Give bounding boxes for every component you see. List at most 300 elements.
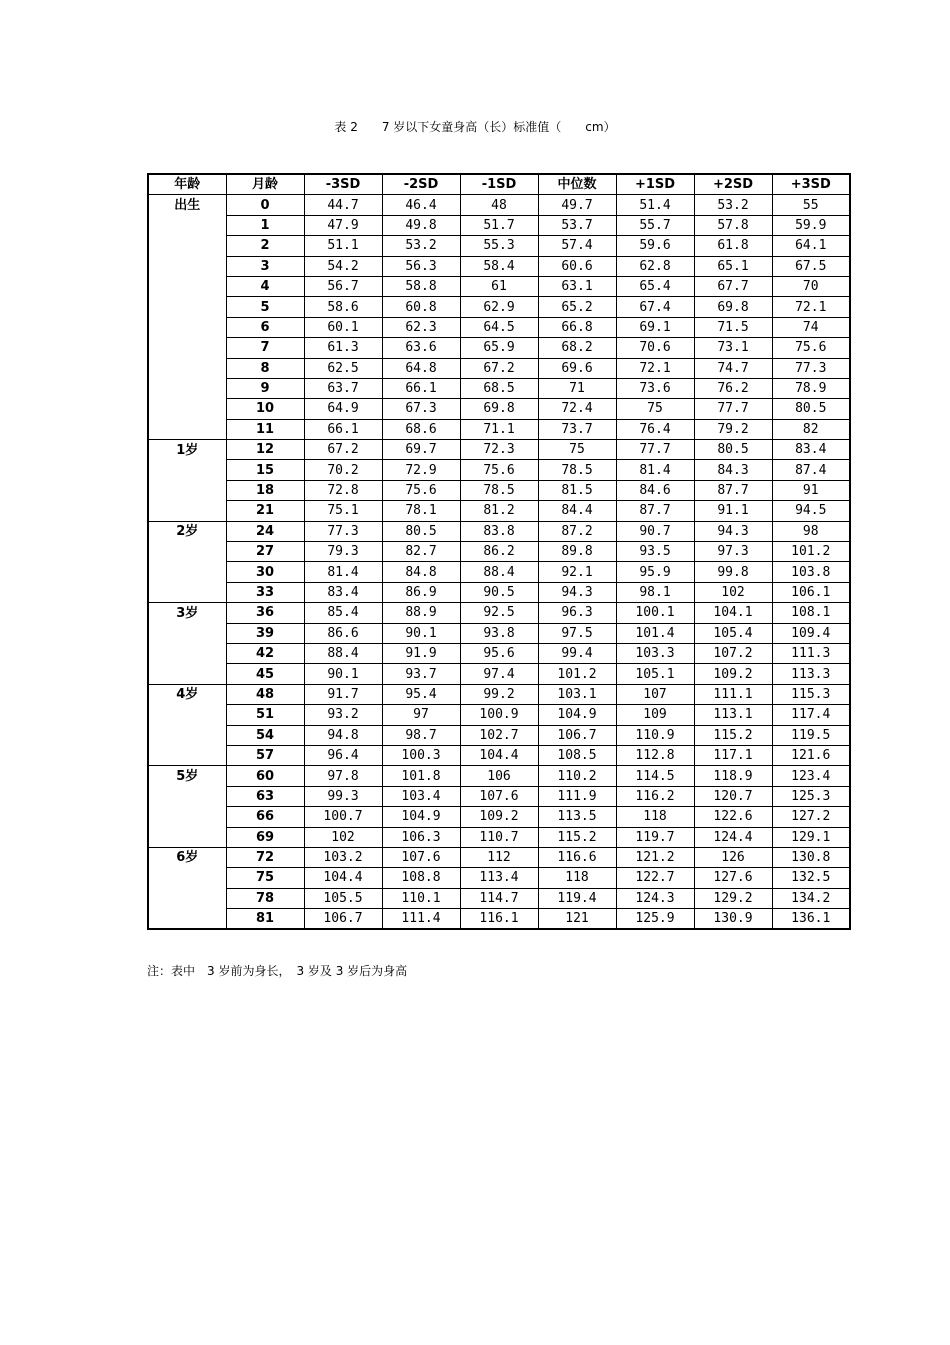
value-cell: 68.5: [460, 378, 538, 398]
value-cell: 127.6: [694, 868, 772, 888]
value-cell: 81.2: [460, 501, 538, 521]
value-cell: 107.6: [382, 847, 460, 867]
value-cell: 66.1: [304, 419, 382, 439]
table-row: [148, 623, 850, 643]
header-plus-3sd: +3SD: [772, 174, 850, 195]
month-cell: 30: [226, 562, 304, 582]
value-cell: 127.2: [772, 807, 850, 827]
month-cell: 66: [226, 807, 304, 827]
value-cell: 96.3: [538, 603, 616, 623]
value-cell: 104.4: [460, 745, 538, 765]
value-cell: 78.1: [382, 501, 460, 521]
value-cell: 96.4: [304, 745, 382, 765]
value-cell: 111.9: [538, 786, 616, 806]
age-cell: [148, 868, 226, 888]
value-cell: 97.4: [460, 664, 538, 684]
value-cell: 115.3: [772, 684, 850, 704]
value-cell: 71.1: [460, 419, 538, 439]
value-cell: 114.7: [460, 888, 538, 908]
value-cell: 65.1: [694, 256, 772, 276]
value-cell: 62.3: [382, 317, 460, 337]
age-cell: [148, 215, 226, 235]
age-cell: [148, 338, 226, 358]
value-cell: 95.4: [382, 684, 460, 704]
value-cell: 46.4: [382, 195, 460, 215]
value-cell: 111.4: [382, 909, 460, 930]
value-cell: 121.2: [616, 847, 694, 867]
value-cell: 113.4: [460, 868, 538, 888]
value-cell: 67.3: [382, 399, 460, 419]
value-cell: 57.4: [538, 236, 616, 256]
value-cell: 105.4: [694, 623, 772, 643]
value-cell: 77.3: [304, 521, 382, 541]
value-cell: 110.9: [616, 725, 694, 745]
table-footnote: 注：表中 3 岁前为身长， 3 岁及 3 岁后为身高: [147, 964, 408, 978]
month-cell: 42: [226, 643, 304, 663]
table-row: [148, 399, 850, 419]
value-cell: 107.2: [694, 643, 772, 663]
value-cell: 67.2: [460, 358, 538, 378]
month-cell: 24: [226, 521, 304, 541]
value-cell: 74.7: [694, 358, 772, 378]
value-cell: 122.7: [616, 868, 694, 888]
value-cell: 51.1: [304, 236, 382, 256]
value-cell: 87.7: [694, 480, 772, 500]
age-cell: 5岁: [148, 766, 226, 786]
month-cell: 69: [226, 827, 304, 847]
value-cell: 95.9: [616, 562, 694, 582]
value-cell: 101.2: [772, 542, 850, 562]
month-cell: 33: [226, 582, 304, 602]
value-cell: 61.3: [304, 338, 382, 358]
value-cell: 115.2: [694, 725, 772, 745]
value-cell: 74: [772, 317, 850, 337]
value-cell: 66.8: [538, 317, 616, 337]
table-row: [148, 460, 850, 480]
value-cell: 62.9: [460, 297, 538, 317]
value-cell: 117.1: [694, 745, 772, 765]
value-cell: 93.5: [616, 542, 694, 562]
value-cell: 106.3: [382, 827, 460, 847]
header-plus-2sd: +2SD: [694, 174, 772, 195]
month-cell: 36: [226, 603, 304, 623]
value-cell: 69.1: [616, 317, 694, 337]
age-cell: [148, 827, 226, 847]
value-cell: 116.6: [538, 847, 616, 867]
value-cell: 75.6: [382, 480, 460, 500]
month-cell: 0: [226, 195, 304, 215]
value-cell: 92.1: [538, 562, 616, 582]
table-row: [148, 684, 850, 704]
table-row: [148, 338, 850, 358]
value-cell: 113.5: [538, 807, 616, 827]
table-row: [148, 542, 850, 562]
value-cell: 99.8: [694, 562, 772, 582]
header-age: 年龄: [148, 174, 226, 195]
value-cell: 48: [460, 195, 538, 215]
value-cell: 118: [538, 868, 616, 888]
value-cell: 126: [694, 847, 772, 867]
value-cell: 51.4: [616, 195, 694, 215]
table-row: [148, 480, 850, 500]
value-cell: 97.5: [538, 623, 616, 643]
value-cell: 53.2: [382, 236, 460, 256]
value-cell: 84.3: [694, 460, 772, 480]
value-cell: 80.5: [694, 440, 772, 460]
value-cell: 73.1: [694, 338, 772, 358]
value-cell: 104.9: [382, 807, 460, 827]
value-cell: 97: [382, 705, 460, 725]
value-cell: 86.2: [460, 542, 538, 562]
value-cell: 97.3: [694, 542, 772, 562]
value-cell: 60.1: [304, 317, 382, 337]
age-cell: 2岁: [148, 521, 226, 541]
header-month: 月龄: [226, 174, 304, 195]
value-cell: 79.2: [694, 419, 772, 439]
value-cell: 93.7: [382, 664, 460, 684]
value-cell: 121.6: [772, 745, 850, 765]
value-cell: 105.5: [304, 888, 382, 908]
value-cell: 109.2: [460, 807, 538, 827]
value-cell: 95.6: [460, 643, 538, 663]
value-cell: 69.8: [694, 297, 772, 317]
value-cell: 80.5: [772, 399, 850, 419]
value-cell: 99.2: [460, 684, 538, 704]
value-cell: 129.1: [772, 827, 850, 847]
month-cell: 63: [226, 786, 304, 806]
month-cell: 45: [226, 664, 304, 684]
table-row: [148, 888, 850, 908]
value-cell: 117.4: [772, 705, 850, 725]
age-cell: [148, 501, 226, 521]
table-row: [148, 236, 850, 256]
value-cell: 75: [538, 440, 616, 460]
value-cell: 129.2: [694, 888, 772, 908]
value-cell: 78.9: [772, 378, 850, 398]
value-cell: 65.2: [538, 297, 616, 317]
value-cell: 75.1: [304, 501, 382, 521]
value-cell: 123.4: [772, 766, 850, 786]
month-cell: 81: [226, 909, 304, 930]
value-cell: 107: [616, 684, 694, 704]
value-cell: 94.8: [304, 725, 382, 745]
age-cell: [148, 378, 226, 398]
value-cell: 90.1: [382, 623, 460, 643]
value-cell: 94.5: [772, 501, 850, 521]
value-cell: 56.3: [382, 256, 460, 276]
value-cell: 63.6: [382, 338, 460, 358]
value-cell: 108.8: [382, 868, 460, 888]
value-cell: 103.3: [616, 643, 694, 663]
value-cell: 61.8: [694, 236, 772, 256]
age-cell: [148, 256, 226, 276]
month-cell: 39: [226, 623, 304, 643]
value-cell: 70: [772, 276, 850, 296]
value-cell: 73.6: [616, 378, 694, 398]
value-cell: 75.6: [460, 460, 538, 480]
value-cell: 93.2: [304, 705, 382, 725]
month-cell: 3: [226, 256, 304, 276]
table-row: [148, 766, 850, 786]
value-cell: 81.4: [304, 562, 382, 582]
table-row: [148, 378, 850, 398]
value-cell: 110.7: [460, 827, 538, 847]
value-cell: 114.5: [616, 766, 694, 786]
table-row: [148, 501, 850, 521]
value-cell: 90.5: [460, 582, 538, 602]
value-cell: 69.8: [460, 399, 538, 419]
value-cell: 64.9: [304, 399, 382, 419]
age-cell: [148, 480, 226, 500]
value-cell: 124.3: [616, 888, 694, 908]
age-cell: [148, 317, 226, 337]
table-row: [148, 276, 850, 296]
value-cell: 106.7: [538, 725, 616, 745]
value-cell: 49.8: [382, 215, 460, 235]
table-row: [148, 868, 850, 888]
value-cell: 60.6: [538, 256, 616, 276]
value-cell: 61: [460, 276, 538, 296]
value-cell: 103.8: [772, 562, 850, 582]
value-cell: 90.1: [304, 664, 382, 684]
table-row: [148, 440, 850, 460]
value-cell: 94.3: [538, 582, 616, 602]
value-cell: 64.1: [772, 236, 850, 256]
table-row: [148, 297, 850, 317]
value-cell: 125.3: [772, 786, 850, 806]
table-row: [148, 705, 850, 725]
value-cell: 86.9: [382, 582, 460, 602]
value-cell: 72.1: [772, 297, 850, 317]
value-cell: 82.7: [382, 542, 460, 562]
month-cell: 4: [226, 276, 304, 296]
value-cell: 106.7: [304, 909, 382, 930]
value-cell: 112: [460, 847, 538, 867]
value-cell: 113.3: [772, 664, 850, 684]
value-cell: 58.8: [382, 276, 460, 296]
value-cell: 111.3: [772, 643, 850, 663]
age-cell: [148, 807, 226, 827]
value-cell: 104.4: [304, 868, 382, 888]
age-cell: [148, 745, 226, 765]
table-row: [148, 562, 850, 582]
value-cell: 89.8: [538, 542, 616, 562]
value-cell: 91: [772, 480, 850, 500]
value-cell: 100.1: [616, 603, 694, 623]
table-row: [148, 807, 850, 827]
value-cell: 63.1: [538, 276, 616, 296]
month-cell: 15: [226, 460, 304, 480]
value-cell: 55.3: [460, 236, 538, 256]
table-row: [148, 909, 850, 930]
value-cell: 109.2: [694, 664, 772, 684]
month-cell: 51: [226, 705, 304, 725]
value-cell: 134.2: [772, 888, 850, 908]
value-cell: 55.7: [616, 215, 694, 235]
value-cell: 64.8: [382, 358, 460, 378]
month-cell: 12: [226, 440, 304, 460]
table-caption: 表 2 7 岁以下女童身高（长）标准值（ cm）: [334, 120, 616, 134]
table-row: [148, 419, 850, 439]
value-cell: 72.8: [304, 480, 382, 500]
table-body: [148, 195, 850, 930]
value-cell: 71: [538, 378, 616, 398]
age-cell: [148, 562, 226, 582]
value-cell: 44.7: [304, 195, 382, 215]
table-header-row: [148, 174, 850, 195]
month-cell: 6: [226, 317, 304, 337]
value-cell: 104.1: [694, 603, 772, 623]
month-cell: 21: [226, 501, 304, 521]
value-cell: 100.7: [304, 807, 382, 827]
table-row: [148, 195, 850, 215]
value-cell: 90.7: [616, 521, 694, 541]
value-cell: 47.9: [304, 215, 382, 235]
value-cell: 118: [616, 807, 694, 827]
month-cell: 1: [226, 215, 304, 235]
age-cell: [148, 725, 226, 745]
value-cell: 67.5: [772, 256, 850, 276]
age-cell: 3岁: [148, 603, 226, 623]
value-cell: 62.8: [616, 256, 694, 276]
value-cell: 120.7: [694, 786, 772, 806]
month-cell: 72: [226, 847, 304, 867]
table-row: [148, 603, 850, 623]
table-row: [148, 582, 850, 602]
value-cell: 72.9: [382, 460, 460, 480]
table-row: [148, 358, 850, 378]
value-cell: 58.6: [304, 297, 382, 317]
value-cell: 100.9: [460, 705, 538, 725]
value-cell: 86.6: [304, 623, 382, 643]
value-cell: 101.8: [382, 766, 460, 786]
value-cell: 69.7: [382, 440, 460, 460]
height-standard-table: [147, 173, 851, 930]
value-cell: 53.7: [538, 215, 616, 235]
value-cell: 56.7: [304, 276, 382, 296]
value-cell: 84.6: [616, 480, 694, 500]
value-cell: 53.2: [694, 195, 772, 215]
value-cell: 88.4: [460, 562, 538, 582]
value-cell: 71.5: [694, 317, 772, 337]
value-cell: 121: [538, 909, 616, 930]
value-cell: 108.5: [538, 745, 616, 765]
value-cell: 107.6: [460, 786, 538, 806]
value-cell: 110.1: [382, 888, 460, 908]
age-cell: [148, 786, 226, 806]
table-row: [148, 664, 850, 684]
value-cell: 106.1: [772, 582, 850, 602]
value-cell: 72.3: [460, 440, 538, 460]
table-row: [148, 215, 850, 235]
value-cell: 101.2: [538, 664, 616, 684]
value-cell: 104.9: [538, 705, 616, 725]
value-cell: 102: [304, 827, 382, 847]
header-median: 中位数: [538, 174, 616, 195]
table-row: [148, 256, 850, 276]
value-cell: 75: [616, 399, 694, 419]
age-cell: [148, 542, 226, 562]
month-cell: 9: [226, 378, 304, 398]
value-cell: 93.8: [460, 623, 538, 643]
value-cell: 111.1: [694, 684, 772, 704]
value-cell: 58.4: [460, 256, 538, 276]
month-cell: 10: [226, 399, 304, 419]
value-cell: 103.1: [538, 684, 616, 704]
value-cell: 70.6: [616, 338, 694, 358]
header-minus-1sd: -1SD: [460, 174, 538, 195]
value-cell: 51.7: [460, 215, 538, 235]
value-cell: 78.5: [538, 460, 616, 480]
value-cell: 119.7: [616, 827, 694, 847]
value-cell: 87.4: [772, 460, 850, 480]
month-cell: 5: [226, 297, 304, 317]
value-cell: 102.7: [460, 725, 538, 745]
age-cell: [148, 582, 226, 602]
value-cell: 78.5: [460, 480, 538, 500]
value-cell: 132.5: [772, 868, 850, 888]
table-row: [148, 643, 850, 663]
value-cell: 130.8: [772, 847, 850, 867]
header-minus-2sd: -2SD: [382, 174, 460, 195]
age-cell: 6岁: [148, 847, 226, 867]
value-cell: 103.2: [304, 847, 382, 867]
value-cell: 91.9: [382, 643, 460, 663]
value-cell: 72.4: [538, 399, 616, 419]
value-cell: 77.7: [694, 399, 772, 419]
age-cell: 出生: [148, 195, 226, 215]
value-cell: 54.2: [304, 256, 382, 276]
value-cell: 77.3: [772, 358, 850, 378]
value-cell: 136.1: [772, 909, 850, 930]
age-cell: 1岁: [148, 440, 226, 460]
value-cell: 70.2: [304, 460, 382, 480]
value-cell: 109: [616, 705, 694, 725]
value-cell: 59.6: [616, 236, 694, 256]
value-cell: 73.7: [538, 419, 616, 439]
month-cell: 60: [226, 766, 304, 786]
value-cell: 98: [772, 521, 850, 541]
age-cell: [148, 460, 226, 480]
value-cell: 130.9: [694, 909, 772, 930]
value-cell: 69.6: [538, 358, 616, 378]
value-cell: 106: [460, 766, 538, 786]
month-cell: 75: [226, 868, 304, 888]
age-cell: [148, 358, 226, 378]
value-cell: 49.7: [538, 195, 616, 215]
value-cell: 81.5: [538, 480, 616, 500]
month-cell: 48: [226, 684, 304, 704]
value-cell: 115.2: [538, 827, 616, 847]
value-cell: 68.6: [382, 419, 460, 439]
age-cell: [148, 664, 226, 684]
value-cell: 101.4: [616, 623, 694, 643]
month-cell: 27: [226, 542, 304, 562]
height-standard-table-container: [147, 173, 851, 930]
month-cell: 2: [226, 236, 304, 256]
value-cell: 98.7: [382, 725, 460, 745]
value-cell: 103.4: [382, 786, 460, 806]
value-cell: 119.5: [772, 725, 850, 745]
value-cell: 65.4: [616, 276, 694, 296]
month-cell: 54: [226, 725, 304, 745]
value-cell: 97.8: [304, 766, 382, 786]
value-cell: 125.9: [616, 909, 694, 930]
month-cell: 57: [226, 745, 304, 765]
value-cell: 124.4: [694, 827, 772, 847]
value-cell: 118.9: [694, 766, 772, 786]
value-cell: 94.3: [694, 521, 772, 541]
